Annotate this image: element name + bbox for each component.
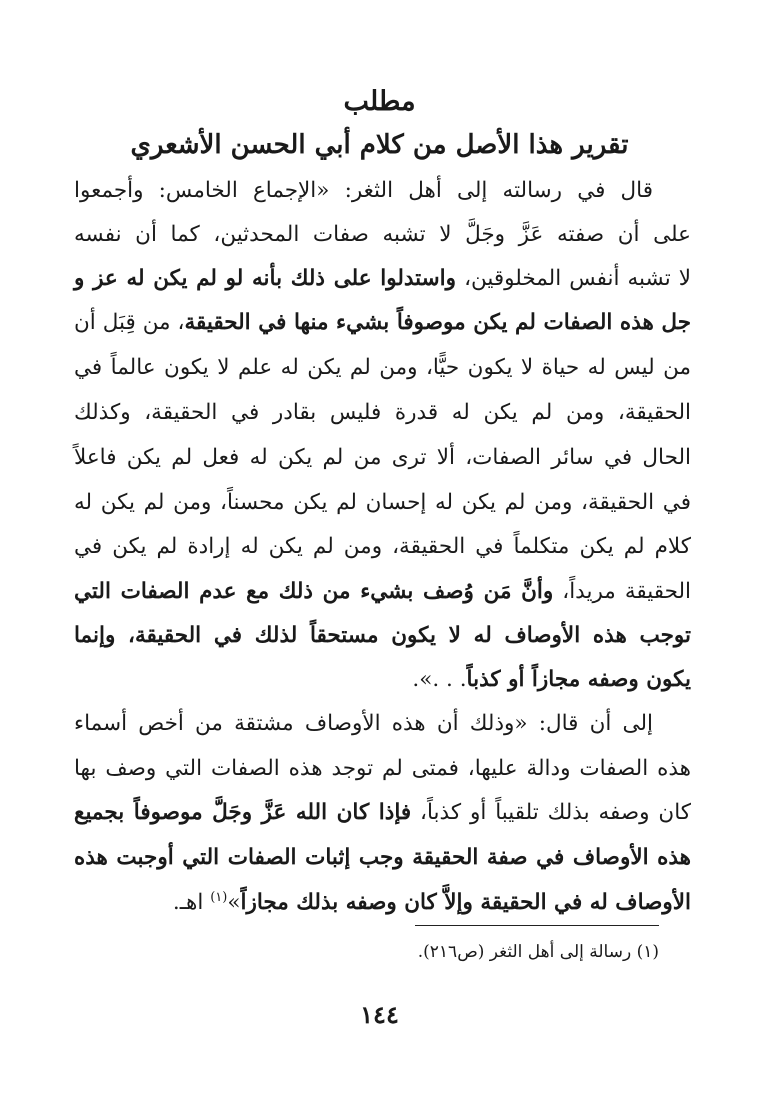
bold-text-segment: يكون وصفه مجازاً أو كذباً: [466, 667, 691, 692]
bold-text-segment: جل هذه الصفات لم يكن موصوفاً بشيء منها في الحقيقة: [184, 310, 691, 335]
text-segment: كان وصفه بذلك تلقيباً أو كذباً،: [411, 800, 692, 825]
text-segment: من ليس له حياة لا يكون حيًّا، ومن لم يكن له علم لا يكون عالماً في: [74, 355, 691, 380]
text-line: [74, 398, 691, 428]
text-segment: ، من قِبَل أن: [74, 310, 185, 335]
text-line: [74, 843, 691, 873]
bold-text-segment: وأنَّ مَن وُصف بشيء من ذلك مع عدم الصفات التي: [74, 579, 554, 604]
footnote-marker: (١): [210, 889, 228, 905]
footnote: (١) رسالة إلى أهل الثغر (ص٢١٦).: [417, 942, 659, 962]
text-segment: الحقيقة مريداً،: [553, 579, 691, 604]
text-line: [74, 665, 691, 695]
text-line: [74, 220, 691, 250]
text-segment: لا تشبه أنفس المخلوقين،: [456, 266, 691, 291]
footnote-rule: [415, 925, 659, 926]
text-line: [74, 754, 691, 784]
bold-text-segment: هذه الأوصاف في صفة الحقيقة وجب إثبات الصفات التي أوجبت هذه: [74, 845, 691, 870]
text-line: [74, 353, 691, 383]
text-line: [74, 577, 691, 607]
text-segment: اهـ.: [172, 890, 211, 915]
text-segment: في الحقيقة، ومن لم يكن له إحسان لم يكن محسناً، ومن لم يكن له: [74, 490, 691, 515]
text-line: [74, 488, 691, 518]
text-line: [74, 308, 691, 338]
text-line: [74, 176, 653, 206]
section-subtitle: تقرير هذا الأصل من كلام أبي الحسن الأشعري: [130, 130, 629, 160]
text-segment: هذه الصفات ودالة عليها، فمتى لم توجد هذه الصفات التي وصف بها: [74, 756, 691, 781]
text-segment: . . .».: [412, 667, 467, 692]
text-segment: إلى أن قال: «وذلك أن هذه الأوصاف مشتقة من أخص أسماء: [74, 711, 653, 736]
text-segment: »: [227, 890, 241, 915]
text-segment: على أن صفته عَزَّ وجَلَّ لا تشبه صفات المحدثين، كما أن نفسه: [74, 222, 691, 247]
text-line: [74, 443, 691, 473]
text-segment: الحقيقة، ومن لم يكن له قدرة فليس بقادر في الحقيقة، وكذلك: [74, 400, 691, 425]
text-line: [74, 888, 691, 918]
text-segment: الحال في سائر الصفات، ألا ترى من لم يكن له فعل لم يكن فاعلاً: [74, 445, 691, 470]
page-number: ١٤٤: [360, 1000, 399, 1029]
text-line: [74, 532, 691, 562]
text-line: [74, 798, 691, 828]
text-segment: قال في رسالته إلى أهل الثغر: «الإجماع الخامس: وأجمعوا: [74, 178, 653, 203]
bold-text-segment: واستدلوا على ذلك بأنه لو لم يكن له عز و: [74, 266, 457, 291]
bold-text-segment: الأوصاف له في الحقيقة وإلاَّ كان وصفه بذلك مجازاً: [240, 890, 691, 915]
text-line: [74, 709, 653, 739]
bold-text-segment: توجب هذه الأوصاف له لا يكون مستحقاً لذلك في الحقيقة، وإنما: [74, 623, 691, 648]
text-line: [74, 621, 691, 651]
section-heading: مطلب: [343, 86, 416, 117]
text-segment: كلام لم يكن متكلماً في الحقيقة، ومن لم يكن له إرادة لم يكن في: [74, 534, 691, 559]
text-line: [74, 264, 691, 294]
bold-text-segment: فإذا كان الله عَزَّ وجَلَّ موصوفاً بجميع: [74, 800, 412, 825]
